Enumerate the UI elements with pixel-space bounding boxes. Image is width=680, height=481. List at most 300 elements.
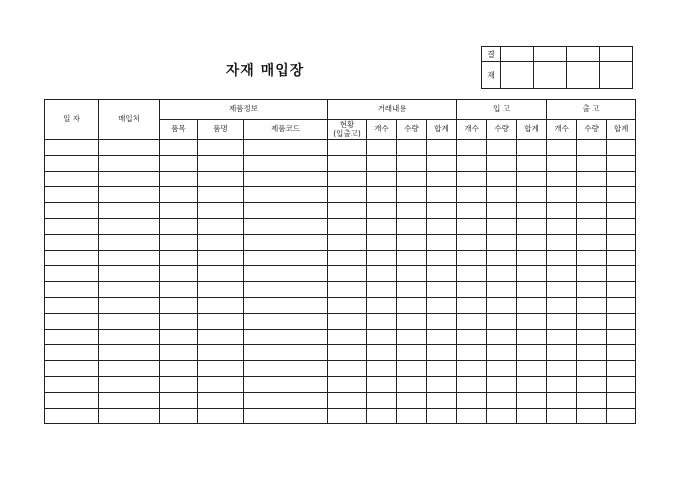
table-cell[interactable]	[547, 329, 577, 345]
table-cell[interactable]	[577, 392, 607, 408]
table-cell[interactable]	[577, 250, 607, 266]
table-cell[interactable]	[45, 155, 99, 171]
table-cell[interactable]	[517, 234, 547, 250]
table-cell[interactable]	[45, 140, 99, 156]
header-item-name: 품명	[198, 120, 244, 140]
table-cell[interactable]	[457, 234, 487, 250]
table-cell[interactable]	[577, 266, 607, 282]
table-cell[interactable]	[607, 155, 636, 171]
table-cell[interactable]	[244, 313, 328, 329]
table-cell[interactable]	[99, 408, 160, 424]
table-cell[interactable]	[244, 250, 328, 266]
table-cell[interactable]	[244, 297, 328, 313]
table-cell[interactable]	[198, 345, 244, 361]
table-cell[interactable]	[457, 171, 487, 187]
table-cell[interactable]	[427, 392, 457, 408]
table-cell[interactable]	[517, 282, 547, 298]
table-cell[interactable]	[99, 297, 160, 313]
table-cell[interactable]	[45, 218, 99, 234]
table-cell[interactable]	[517, 140, 547, 156]
table-cell[interactable]	[99, 266, 160, 282]
table-cell[interactable]	[397, 266, 427, 282]
table-cell[interactable]	[397, 392, 427, 408]
table-cell[interactable]	[367, 234, 397, 250]
table-cell[interactable]	[487, 345, 517, 361]
table-cell[interactable]	[607, 203, 636, 219]
table-cell[interactable]	[607, 392, 636, 408]
table-cell[interactable]	[427, 171, 457, 187]
table-cell[interactable]	[607, 345, 636, 361]
table-cell[interactable]	[367, 250, 397, 266]
table-cell[interactable]	[397, 376, 427, 392]
table-cell[interactable]	[457, 218, 487, 234]
table-cell[interactable]	[547, 171, 577, 187]
approval-sign-cell[interactable]	[501, 62, 534, 89]
table-cell[interactable]	[328, 140, 367, 156]
table-cell[interactable]	[198, 140, 244, 156]
approval-sign-cell[interactable]	[534, 62, 567, 89]
table-cell[interactable]	[244, 171, 328, 187]
table-cell[interactable]	[45, 203, 99, 219]
table-cell[interactable]	[367, 297, 397, 313]
table-cell[interactable]	[517, 266, 547, 282]
table-cell[interactable]	[547, 392, 577, 408]
ledger-body	[45, 140, 636, 424]
table-cell[interactable]	[427, 282, 457, 298]
table-cell[interactable]	[198, 376, 244, 392]
table-cell[interactable]	[99, 203, 160, 219]
table-cell[interactable]	[367, 345, 397, 361]
table-cell[interactable]	[397, 250, 427, 266]
header-status	[328, 120, 367, 140]
table-cell[interactable]	[160, 218, 198, 234]
table-cell[interactable]	[427, 250, 457, 266]
table-cell[interactable]	[547, 155, 577, 171]
table-cell[interactable]	[457, 282, 487, 298]
table-cell[interactable]	[487, 297, 517, 313]
table-cell[interactable]	[45, 171, 99, 187]
table-cell[interactable]	[427, 408, 457, 424]
table-cell[interactable]	[607, 218, 636, 234]
table-cell[interactable]	[427, 297, 457, 313]
table-cell[interactable]	[607, 187, 636, 203]
table-cell[interactable]	[198, 282, 244, 298]
table-cell[interactable]	[328, 392, 367, 408]
table-cell[interactable]	[517, 345, 547, 361]
table-cell[interactable]	[487, 218, 517, 234]
table-cell[interactable]	[457, 155, 487, 171]
table-cell[interactable]	[457, 392, 487, 408]
table-cell[interactable]	[198, 203, 244, 219]
table-cell[interactable]	[457, 408, 487, 424]
table-cell[interactable]	[427, 313, 457, 329]
table-cell[interactable]	[160, 171, 198, 187]
table-cell[interactable]	[547, 408, 577, 424]
table-row	[45, 329, 636, 345]
table-cell[interactable]	[547, 250, 577, 266]
page-title: 자재 매입장	[225, 63, 305, 79]
table-cell[interactable]	[457, 329, 487, 345]
table-cell[interactable]	[577, 203, 607, 219]
table-cell[interactable]	[367, 329, 397, 345]
table-cell[interactable]	[45, 329, 99, 345]
table-cell[interactable]	[160, 282, 198, 298]
header-outgoing-total: 합계	[607, 120, 636, 140]
table-cell[interactable]	[427, 234, 457, 250]
table-cell[interactable]	[457, 313, 487, 329]
table-cell[interactable]	[244, 203, 328, 219]
header-transaction: 거래내용	[328, 100, 457, 120]
table-cell[interactable]	[487, 376, 517, 392]
table-cell[interactable]	[198, 266, 244, 282]
table-cell[interactable]	[45, 297, 99, 313]
table-cell[interactable]	[99, 313, 160, 329]
approval-sign-cell[interactable]	[567, 62, 600, 89]
table-cell[interactable]	[397, 187, 427, 203]
table-cell[interactable]	[198, 313, 244, 329]
table-cell[interactable]	[328, 203, 367, 219]
table-cell[interactable]	[457, 203, 487, 219]
table-cell[interactable]	[244, 345, 328, 361]
table-cell[interactable]	[198, 250, 244, 266]
table-cell[interactable]	[487, 392, 517, 408]
table-cell[interactable]	[160, 345, 198, 361]
table-cell[interactable]	[160, 140, 198, 156]
table-cell[interactable]	[487, 313, 517, 329]
table-cell[interactable]	[99, 361, 160, 377]
table-cell[interactable]	[99, 329, 160, 345]
table-cell[interactable]	[367, 376, 397, 392]
table-cell[interactable]	[487, 155, 517, 171]
table-cell[interactable]	[607, 266, 636, 282]
table-cell[interactable]	[367, 361, 397, 377]
table-cell[interactable]	[577, 282, 607, 298]
table-cell[interactable]	[397, 297, 427, 313]
table-cell[interactable]	[244, 266, 328, 282]
table-cell[interactable]	[547, 376, 577, 392]
table-cell[interactable]	[99, 376, 160, 392]
table-cell[interactable]	[99, 218, 160, 234]
table-cell[interactable]	[198, 218, 244, 234]
table-cell[interactable]	[487, 171, 517, 187]
header-status-line2: (입출고)	[333, 128, 361, 138]
table-cell[interactable]	[427, 345, 457, 361]
table-cell[interactable]	[328, 171, 367, 187]
table-cell[interactable]	[577, 345, 607, 361]
table-cell[interactable]	[328, 266, 367, 282]
table-cell[interactable]	[517, 218, 547, 234]
table-row	[45, 313, 636, 329]
table-cell[interactable]	[487, 140, 517, 156]
header-incoming-qty: 수량	[487, 120, 517, 140]
table-cell[interactable]	[244, 234, 328, 250]
table-cell[interactable]	[160, 250, 198, 266]
table-cell[interactable]	[397, 313, 427, 329]
table-cell[interactable]	[607, 408, 636, 424]
table-cell[interactable]	[45, 282, 99, 298]
table-cell[interactable]	[427, 203, 457, 219]
table-cell[interactable]	[487, 234, 517, 250]
table-cell[interactable]	[607, 329, 636, 345]
table-row	[45, 250, 636, 266]
table-cell[interactable]	[45, 266, 99, 282]
table-cell[interactable]	[328, 155, 367, 171]
table-cell[interactable]	[457, 297, 487, 313]
table-cell[interactable]	[457, 250, 487, 266]
table-cell[interactable]	[607, 140, 636, 156]
table-cell[interactable]	[367, 282, 397, 298]
table-cell[interactable]	[607, 234, 636, 250]
table-cell[interactable]	[328, 234, 367, 250]
table-cell[interactable]	[198, 187, 244, 203]
table-cell[interactable]	[99, 250, 160, 266]
table-cell[interactable]	[45, 250, 99, 266]
table-cell[interactable]	[244, 187, 328, 203]
table-cell[interactable]	[198, 171, 244, 187]
table-cell[interactable]	[397, 345, 427, 361]
table-cell[interactable]	[160, 361, 198, 377]
approval-sign-cell[interactable]	[600, 62, 633, 89]
table-cell[interactable]	[160, 408, 198, 424]
table-cell[interactable]	[160, 155, 198, 171]
table-cell[interactable]	[367, 392, 397, 408]
table-cell[interactable]	[517, 250, 547, 266]
table-cell[interactable]	[367, 155, 397, 171]
table-cell[interactable]	[244, 392, 328, 408]
table-cell[interactable]	[367, 203, 397, 219]
table-cell[interactable]	[577, 218, 607, 234]
table-cell[interactable]	[487, 361, 517, 377]
table-cell[interactable]	[457, 361, 487, 377]
table-cell[interactable]	[427, 361, 457, 377]
table-cell[interactable]	[487, 329, 517, 345]
table-cell[interactable]	[45, 392, 99, 408]
table-cell[interactable]	[45, 345, 99, 361]
table-cell[interactable]	[517, 171, 547, 187]
table-cell[interactable]	[547, 218, 577, 234]
table-cell[interactable]	[487, 408, 517, 424]
table-cell[interactable]	[397, 171, 427, 187]
table-cell[interactable]	[487, 187, 517, 203]
table-cell[interactable]	[547, 361, 577, 377]
table-cell[interactable]	[160, 329, 198, 345]
table-cell[interactable]	[607, 250, 636, 266]
approval-cell[interactable]	[534, 47, 567, 62]
table-row	[45, 234, 636, 250]
table-cell[interactable]	[367, 313, 397, 329]
table-cell[interactable]	[198, 329, 244, 345]
table-cell[interactable]	[328, 218, 367, 234]
table-cell[interactable]	[427, 329, 457, 345]
table-cell[interactable]	[198, 361, 244, 377]
table-cell[interactable]	[487, 250, 517, 266]
table-cell[interactable]	[198, 408, 244, 424]
table-cell[interactable]	[517, 392, 547, 408]
table-cell[interactable]	[517, 297, 547, 313]
table-cell[interactable]	[577, 234, 607, 250]
table-cell[interactable]	[160, 376, 198, 392]
table-cell[interactable]	[547, 282, 577, 298]
table-cell[interactable]	[160, 203, 198, 219]
table-cell[interactable]	[487, 266, 517, 282]
table-cell[interactable]	[99, 171, 160, 187]
table-cell[interactable]	[328, 408, 367, 424]
table-cell[interactable]	[45, 187, 99, 203]
table-row	[45, 408, 636, 424]
table-cell[interactable]	[160, 187, 198, 203]
table-cell[interactable]	[427, 218, 457, 234]
table-cell[interactable]	[45, 408, 99, 424]
table-cell[interactable]	[397, 234, 427, 250]
table-cell[interactable]	[160, 313, 198, 329]
table-cell[interactable]	[457, 376, 487, 392]
table-cell[interactable]	[547, 203, 577, 219]
header-incoming-count: 개수	[457, 120, 487, 140]
table-cell[interactable]	[547, 187, 577, 203]
table-cell[interactable]	[198, 392, 244, 408]
table-cell[interactable]	[367, 140, 397, 156]
table-cell[interactable]	[397, 218, 427, 234]
table-cell[interactable]	[367, 187, 397, 203]
table-cell[interactable]	[607, 297, 636, 313]
header-outgoing: 출 고	[547, 100, 636, 120]
table-cell[interactable]	[607, 313, 636, 329]
header-product-info: 제품정보	[160, 100, 328, 120]
table-cell[interactable]	[427, 187, 457, 203]
table-cell[interactable]	[244, 140, 328, 156]
table-cell[interactable]	[99, 234, 160, 250]
table-cell[interactable]	[328, 187, 367, 203]
table-cell[interactable]	[198, 155, 244, 171]
table-cell[interactable]	[244, 282, 328, 298]
table-cell[interactable]	[547, 313, 577, 329]
table-cell[interactable]	[328, 313, 367, 329]
table-cell[interactable]	[577, 361, 607, 377]
table-cell[interactable]	[607, 376, 636, 392]
table-cell[interactable]	[397, 203, 427, 219]
table-cell[interactable]	[328, 376, 367, 392]
approval-cell[interactable]	[501, 47, 534, 62]
table-cell[interactable]	[547, 345, 577, 361]
table-cell[interactable]	[517, 408, 547, 424]
table-cell[interactable]	[607, 171, 636, 187]
table-cell[interactable]	[397, 329, 427, 345]
table-cell[interactable]	[517, 376, 547, 392]
table-cell[interactable]	[397, 282, 427, 298]
table-cell[interactable]	[547, 266, 577, 282]
table-cell[interactable]	[427, 155, 457, 171]
table-cell[interactable]	[517, 187, 547, 203]
table-cell[interactable]	[427, 376, 457, 392]
table-cell[interactable]	[244, 408, 328, 424]
table-cell[interactable]	[577, 155, 607, 171]
table-cell[interactable]	[517, 313, 547, 329]
table-cell[interactable]	[397, 140, 427, 156]
table-cell[interactable]	[328, 345, 367, 361]
approval-box	[481, 46, 633, 89]
table-cell[interactable]	[577, 140, 607, 156]
table-cell[interactable]	[367, 171, 397, 187]
table-cell[interactable]	[547, 140, 577, 156]
table-cell[interactable]	[328, 361, 367, 377]
table-cell[interactable]	[367, 218, 397, 234]
table-row	[45, 218, 636, 234]
table-cell[interactable]	[244, 218, 328, 234]
table-cell[interactable]	[427, 140, 457, 156]
table-cell[interactable]	[397, 155, 427, 171]
table-cell[interactable]	[397, 408, 427, 424]
table-cell[interactable]	[198, 234, 244, 250]
table-cell[interactable]	[99, 140, 160, 156]
table-cell[interactable]	[397, 361, 427, 377]
table-cell[interactable]	[517, 155, 547, 171]
table-cell[interactable]	[160, 297, 198, 313]
table-cell[interactable]	[99, 392, 160, 408]
table-cell[interactable]	[328, 329, 367, 345]
table-cell[interactable]	[160, 266, 198, 282]
table-row	[45, 297, 636, 313]
table-cell[interactable]	[244, 361, 328, 377]
table-cell[interactable]	[457, 140, 487, 156]
table-cell[interactable]	[244, 329, 328, 345]
table-cell[interactable]	[577, 329, 607, 345]
table-cell[interactable]	[99, 187, 160, 203]
table-cell[interactable]	[457, 266, 487, 282]
table-cell[interactable]	[328, 297, 367, 313]
table-cell[interactable]	[45, 361, 99, 377]
table-cell[interactable]	[547, 234, 577, 250]
table-cell[interactable]	[607, 282, 636, 298]
table-row	[45, 345, 636, 361]
table-cell[interactable]	[517, 361, 547, 377]
table-cell[interactable]	[45, 234, 99, 250]
table-cell[interactable]	[367, 266, 397, 282]
approval-cell[interactable]	[567, 47, 600, 62]
table-cell[interactable]	[244, 376, 328, 392]
table-cell[interactable]	[427, 266, 457, 282]
table-cell[interactable]	[244, 155, 328, 171]
table-cell[interactable]	[577, 171, 607, 187]
table-cell[interactable]	[487, 282, 517, 298]
header-item-type: 품목	[160, 120, 198, 140]
table-cell[interactable]	[328, 250, 367, 266]
table-cell[interactable]	[198, 297, 244, 313]
table-cell[interactable]	[517, 203, 547, 219]
table-cell[interactable]	[99, 345, 160, 361]
table-cell[interactable]	[547, 297, 577, 313]
table-cell[interactable]	[99, 155, 160, 171]
table-cell[interactable]	[577, 376, 607, 392]
table-cell[interactable]	[577, 408, 607, 424]
approval-label-top: 결	[482, 47, 501, 62]
table-cell[interactable]	[160, 392, 198, 408]
table-cell[interactable]	[607, 361, 636, 377]
table-cell[interactable]	[487, 203, 517, 219]
table-cell[interactable]	[457, 345, 487, 361]
approval-cell[interactable]	[600, 47, 633, 62]
table-cell[interactable]	[99, 282, 160, 298]
table-cell[interactable]	[577, 187, 607, 203]
table-cell[interactable]	[45, 313, 99, 329]
table-cell[interactable]	[577, 313, 607, 329]
table-cell[interactable]	[45, 376, 99, 392]
table-cell[interactable]	[160, 234, 198, 250]
table-cell[interactable]	[517, 329, 547, 345]
table-cell[interactable]	[367, 408, 397, 424]
table-cell[interactable]	[457, 187, 487, 203]
table-cell[interactable]	[328, 282, 367, 298]
table-cell[interactable]	[577, 297, 607, 313]
